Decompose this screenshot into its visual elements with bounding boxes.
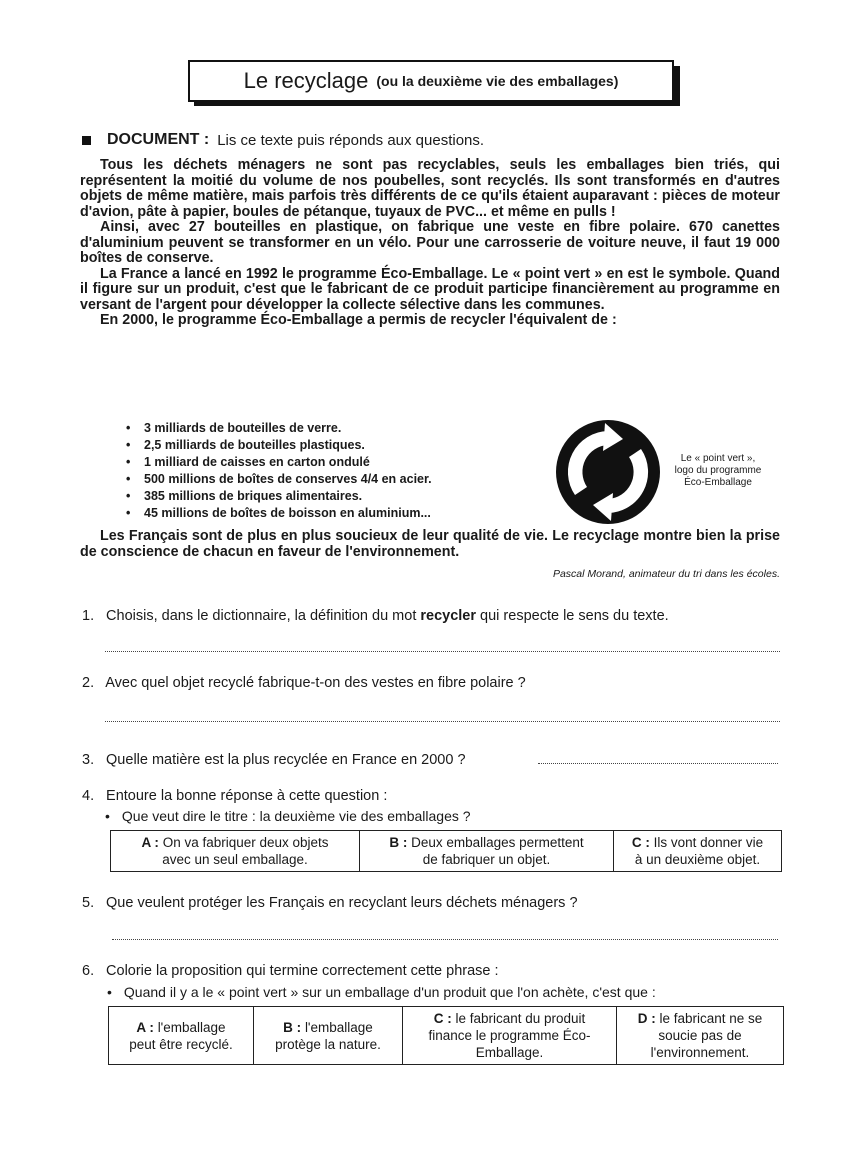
question-4: 4. Entoure la bonne réponse à cette question : bbox=[82, 788, 388, 804]
list-item: • 2,5 milliards de bouteilles plastiques. bbox=[126, 437, 526, 454]
question-6-sub: • Quand il y a le « point vert » sur un emballage d'un produit que l'on achète, c'est que : bbox=[107, 984, 656, 1000]
list-item: • 1 milliard de caisses en carton ondulé bbox=[126, 454, 526, 471]
question-6-options bbox=[108, 1006, 784, 1065]
document-label: DOCUMENT : bbox=[107, 131, 210, 148]
document-header bbox=[82, 131, 484, 149]
option-a[interactable]: A : l'emballage peut être recyclé. bbox=[109, 1007, 254, 1065]
question-3: 3. Quelle matière est la plus recyclée en France en 2000 ? bbox=[82, 752, 466, 768]
option-c[interactable]: C : Ils vont donner vie à un deuxième objet. bbox=[614, 831, 782, 872]
question-4-sub: • Que veut dire le titre : la deuxième vie des emballages ? bbox=[105, 808, 471, 824]
document-text bbox=[80, 158, 780, 329]
question-4-options bbox=[110, 830, 782, 872]
question-5: 5. Que veulent protéger les Français en recyclant leurs déchets ménagers ? bbox=[82, 895, 578, 911]
page-title: Le recyclage bbox=[243, 68, 369, 93]
option-a[interactable]: A : On va fabriquer deux objets avec un seul emballage. bbox=[111, 831, 360, 872]
document-instruction: Lis ce texte puis réponds aux questions. bbox=[217, 131, 485, 149]
paragraph-3: La France a lancé en 1992 le programme Éco-Emballage. Le « point vert » en est le symbole. Quand il figure sur un produit, c'est que le fabricant de ce produit participe financièrement au programme en versant de l'argent pour développer la collecte sélective dans les communes. bbox=[80, 265, 780, 313]
paragraph-2: Ainsi, avec 27 bouteilles en plastique, on fabrique une veste en fibre polaire. 670 canettes d'aluminium peuvent se transformer en un vélo. Pour une carrosserie de voiture neuve, il faut 19 000 boîtes de conserve. bbox=[80, 219, 780, 266]
answer-line-3[interactable] bbox=[538, 762, 778, 764]
conclusion-paragraph: Les Français sont de plus en plus soucieux de leur qualité de vie. Le recyclage montre bien la prise de conscience de chacun en faveur de l'environnement. bbox=[80, 528, 780, 560]
title-box bbox=[188, 60, 688, 114]
answer-line-1[interactable] bbox=[105, 650, 780, 652]
option-d[interactable]: D : le fabricant ne se soucie pas de l'environnement. bbox=[617, 1007, 784, 1065]
point-vert-logo-icon bbox=[553, 417, 663, 527]
question-6: 6. Colorie la proposition qui termine correctement cette phrase : bbox=[82, 963, 499, 979]
conclusion-text bbox=[80, 529, 780, 560]
answer-line-2[interactable] bbox=[105, 720, 780, 722]
paragraph-4: En 2000, le programme Éco-Emballage a permis de recycler l'équivalent de : bbox=[100, 312, 617, 328]
paragraph-1: Tous les déchets ménagers ne sont pas recyclables, seuls les emballages bien triés, qui représentent la moitié du volume de nos poubelles, sont recyclés. Ils sont transformés en d'autres objets de même matière, mais parfois très différents de ce qu'ils étaient auparavant : pièces de moteur d'avion, pâte à papier, boules de pétanque, tuyaux de PVC... et même en pulls ! bbox=[80, 157, 780, 220]
question-2: 2. Avec quel objet recyclé fabrique-t-on des vestes en fibre polaire ? bbox=[82, 675, 526, 691]
list-item: • 500 millions de boîtes de conserves 4/4 en acier. bbox=[126, 471, 526, 488]
answer-line-5[interactable] bbox=[112, 938, 778, 940]
option-c[interactable]: C : le fabricant du produit finance le programme Éco- Emballage. bbox=[403, 1007, 617, 1065]
list-item: • 385 millions de briques alimentaires. bbox=[126, 488, 526, 505]
logo-caption: Le « point vert », logo du programme Éco-Emballage bbox=[674, 453, 762, 488]
option-b[interactable]: B : l'emballage protège la nature. bbox=[254, 1007, 403, 1065]
page-subtitle: (ou la deuxième vie des emballages) bbox=[376, 73, 619, 89]
list-item: • 45 millions de boîtes de boisson en aluminium... bbox=[126, 505, 526, 522]
recycling-list bbox=[126, 420, 526, 522]
option-b[interactable]: B : Deux emballages permettent de fabriquer un objet. bbox=[360, 831, 614, 872]
title-frame bbox=[188, 60, 674, 102]
question-1: 1. Choisis, dans le dictionnaire, la définition du mot recycler qui respecte le sens du texte. bbox=[82, 608, 669, 624]
list-item: • 3 milliards de bouteilles de verre. bbox=[126, 420, 526, 437]
square-bullet-icon bbox=[82, 136, 91, 145]
author-credit: Pascal Morand, animateur du tri dans les écoles. bbox=[552, 568, 780, 580]
